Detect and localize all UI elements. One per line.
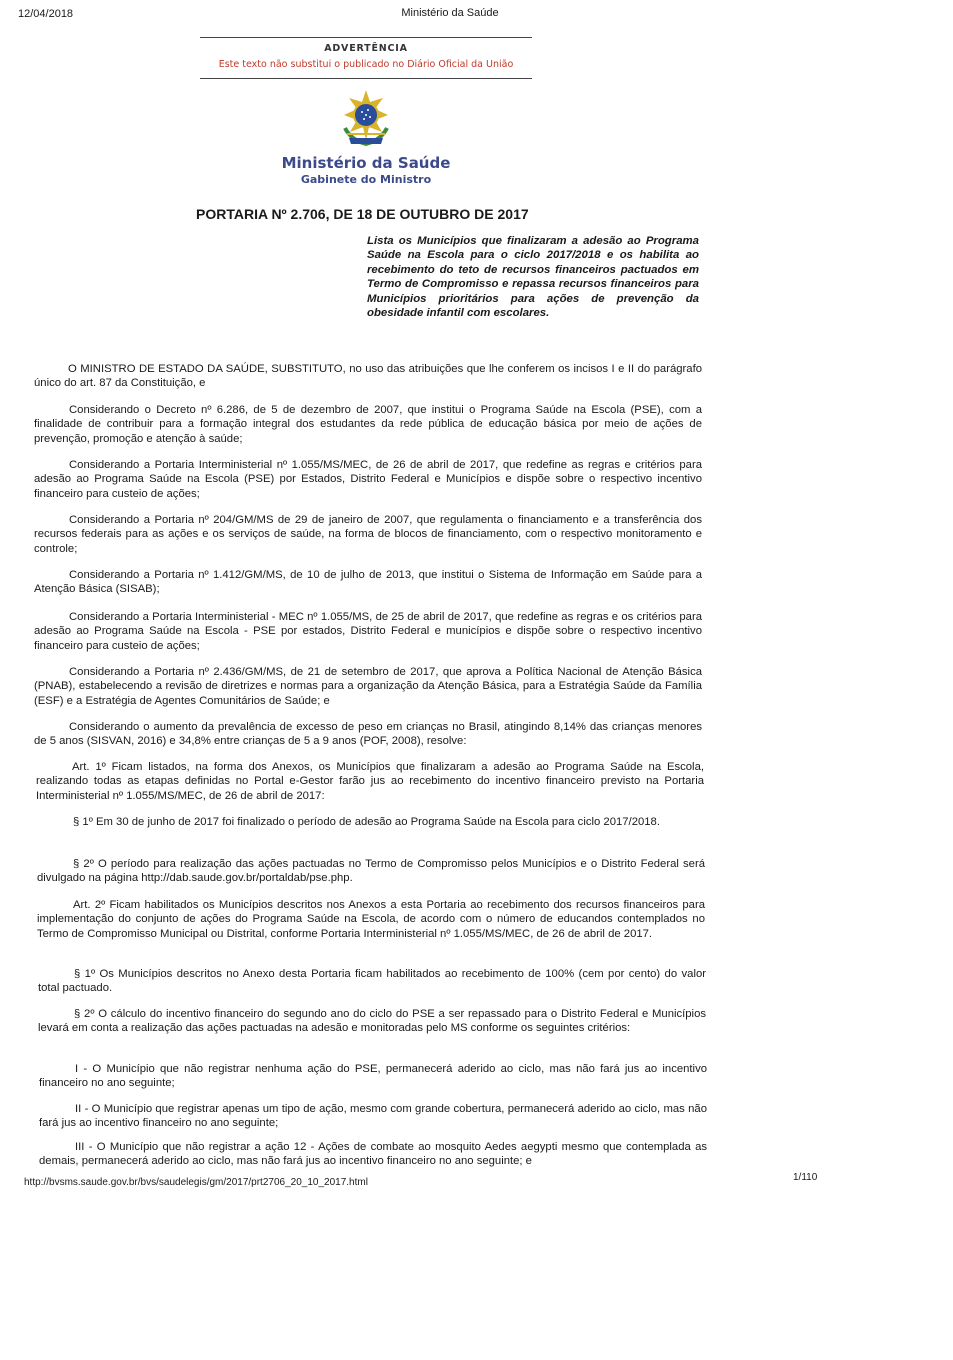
header-date: 12/04/2018 xyxy=(18,8,74,20)
advertencia-title: ADVERTÊNCIA xyxy=(324,43,408,54)
paragraph: § 2º O cálculo do incentivo financeiro do segundo ano do ciclo do PSE a ser repassado para o Distrito Federal e Municípios levará em conta a realização das ações pactuadas na adesão e monitoradas pelo MS conforme os seguintes critérios: xyxy=(38,1008,706,1035)
paragraph: Art. 1º Ficam listados, na forma dos Anexos, os Municípios que finalizaram a adesão ao Programa Saúde na Escola, realizando todas as etapas definidas no Portal e-Gestor farão jus ao recebimento do incentivo financeiro previsto na Portaria Interministerial nº 1.055/MS/MEC, de 26 de abril de 2017: xyxy=(36,761,704,802)
footer-page-number: 1/110 xyxy=(793,1172,818,1183)
ementa: Lista os Municípios que finalizaram a adesão ao Programa Saúde na Escola para o ciclo 2017/2018 e os habilita ao recebimento do teto de recursos financeiros pactuados em Termo de Compromisso e repassa recursos financeiros para Municípios prioritários para ações de prevenção da obesidade infantil com escolares. xyxy=(367,235,699,320)
paragraph: Considerando o Decreto nº 6.286, de 5 de dezembro de 2007, que institui o Programa Saúde na Escola (PSE), com a finalidade de contribuir para a formação integral dos estudantes da rede pública de educação básica por meio de ações de prevenção, promoção e atenção à saúde; xyxy=(34,404,702,445)
document-title: PORTARIA Nº 2.706, DE 18 DE OUTUBRO DE 2017 xyxy=(196,206,529,222)
paragraph: II - O Município que registrar apenas um tipo de ação, mesmo com grande cobertura, permanecerá aderido ao ciclo, mas não fará jus ao incentivo financeiro no ano seguinte; xyxy=(39,1103,707,1130)
paragraph: § 2º O período para realização das ações pactuadas no Termo de Compromisso pelos Municípios e o Distrito Federal será divulgado na página http://dab.saude.gov.br/portaldab/pse.php. xyxy=(37,858,705,885)
paragraph: Considerando a Portaria nº 1.412/GM/MS, de 10 de julho de 2013, que institui o Sistema de Informação em Saúde para a Atenção Básica (SISAB); xyxy=(34,569,702,596)
advertencia-subtitle: Este texto não substitui o publicado no Diário Oficial da União xyxy=(218,59,514,70)
paragraph: Considerando a Portaria nº 204/GM/MS de 29 de janeiro de 2007, que regulamenta o financiamento e a transferência dos recursos federais para as ações e os serviços de saúde, na forma de blocos de financiamento, com o respectivo monitoramento e controle; xyxy=(34,514,702,555)
coat-of-arms-icon xyxy=(335,88,397,150)
paragraph: § 1º Os Municípios descritos no Anexo desta Portaria ficam habilitados ao recebimento de 100% (cem por cento) do valor total pactuado. xyxy=(38,968,706,995)
ministry-name: Ministério da Saúde xyxy=(281,154,451,172)
paragraph: Considerando a Portaria Interministerial nº 1.055/MS/MEC, de 26 de abril de 2017, que redefine as regras e critérios para adesão ao Programa Saúde na Escola (PSE) por Estados, Distrito Federal e Municípios e dispõe sobre o respectivo incentivo financeiro para custeio de ações; xyxy=(34,459,702,500)
paragraph: III - O Município que não registrar a ação 12 - Ações de combate ao mosquito Aedes aegypti mesmo que contemplada as demais, permanecerá aderido ao ciclo, mas não fará jus ao incentivo financeiro no ano seguinte; e xyxy=(39,1141,707,1168)
paragraph: O MINISTRO DE ESTADO DA SAÚDE, SUBSTITUTO, no uso das atribuições que lhe conferem os incisos I e II do parágrafo único do art. 87 da Constituição, e xyxy=(34,363,702,390)
paragraph: Considerando a Portaria Interministerial - MEC nº 1.055/MS, de 25 de abril de 2017, que redefine as regras e os critérios para adesão ao Programa Saúde na Escola - PSE por estados, Distrito Federal e municípios e dispõe sobre o respectivo incentivo financeiro para custeio de ações; xyxy=(34,611,702,652)
ministry-department: Gabinete do Ministro xyxy=(300,173,432,186)
paragraph: Considerando o aumento da prevalência de excesso de peso em crianças no Brasil, atingindo 8,14% das crianças menores de 5 anos (SISVAN, 2016) e 34,8% entre crianças de 5 a 9 anos (POF, 2008), resolve: xyxy=(34,721,702,748)
paragraph: Considerando a Portaria nº 2.436/GM/MS, de 21 de setembro de 2017, que aprova a Política Nacional de Atenção Básica (PNAB), estabelecendo a revisão de diretrizes e normas para a organização da Atenção Básica, para a Estratégia Saúde da Família (ESF) e a Estratégia de Agentes Comunitários de Saúde; e xyxy=(34,666,702,707)
paragraph: § 1º Em 30 de junho de 2017 foi finalizado o período de adesão ao Programa Saúde na Escola para ciclo 2017/2018. xyxy=(73,816,660,828)
paragraph: I - O Município que não registrar nenhuma ação do PSE, permanecerá aderido ao ciclo, mas não fará jus ao incentivo financeiro no ano seguinte; xyxy=(39,1063,707,1090)
header-site-name: Ministério da Saúde xyxy=(401,7,499,19)
footer-url: http://bvsms.saude.gov.br/bvs/saudelegis/gm/2017/prt2706_20_10_2017.html xyxy=(24,1177,368,1188)
advertencia-box xyxy=(200,37,532,79)
paragraph: Art. 2º Ficam habilitados os Municípios descritos nos Anexos a esta Portaria ao recebimento dos recursos financeiros para implementação do conjunto de ações do Programa Saúde na Escola, de acordo com o número de educandos contemplados no Termo de Compromisso Municipal ou Distrital, conforme Portaria Interministerial nº 1.055/MS/MEC, de 26 de abril de 2017. xyxy=(37,899,705,940)
